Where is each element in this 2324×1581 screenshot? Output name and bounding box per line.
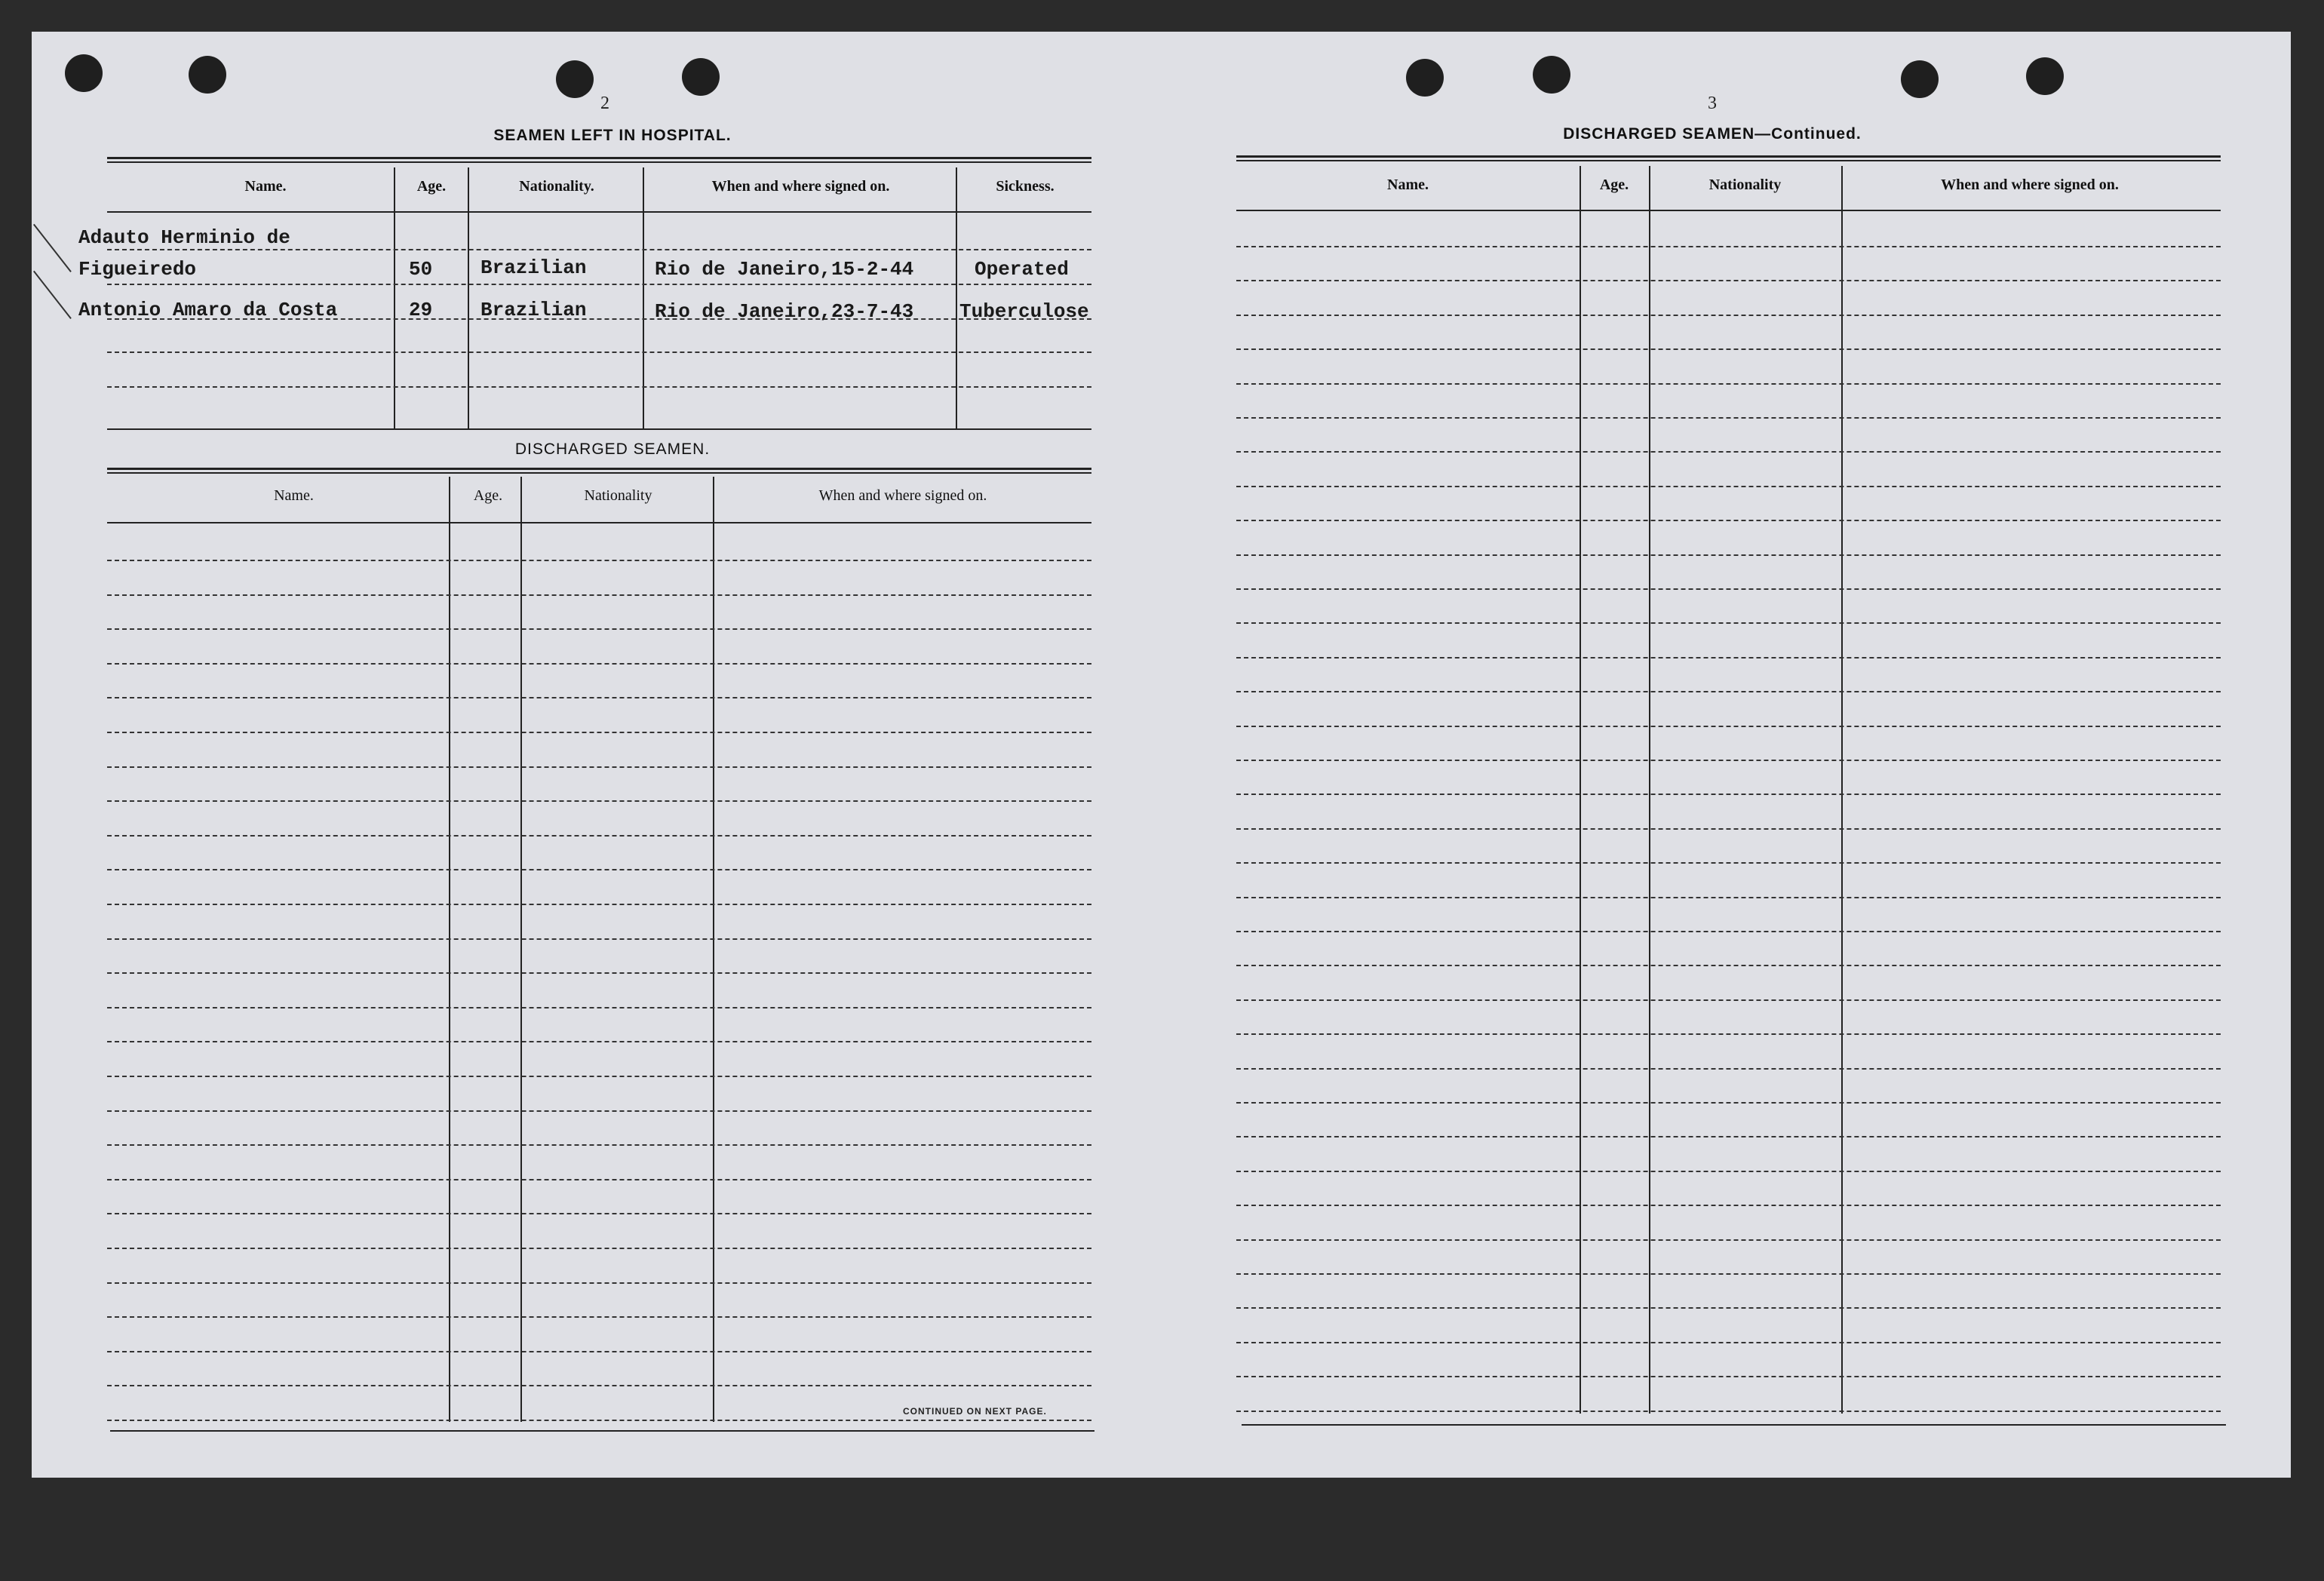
discharged-col-name: Name. (274, 487, 314, 504)
row2-age: 29 (409, 299, 433, 321)
row-rule (1236, 1307, 2221, 1309)
row-rule (1236, 588, 2221, 590)
row-rule (1236, 622, 2221, 624)
row2-name: Antonio Amaro da Costa (78, 299, 338, 321)
row-rule (1236, 451, 2221, 453)
row-rule (1236, 520, 2221, 521)
table-bottom-rule (1242, 1424, 2226, 1426)
double-rule (1236, 155, 2221, 161)
row-rule (1236, 760, 2221, 761)
row-rule (1236, 1239, 2221, 1241)
column-divider (1580, 166, 1581, 1414)
discharged-col-age: Age. (473, 487, 503, 504)
col-header-name: Name. (244, 178, 287, 195)
row-rule (1236, 931, 2221, 932)
row-rule (1236, 965, 2221, 966)
row-rule (1236, 862, 2221, 864)
row-rule (1236, 1136, 2221, 1137)
row-rule (1236, 1102, 2221, 1104)
row-rule (1236, 246, 2221, 247)
row1-sickness: Operated (975, 258, 1069, 281)
row-rule (1236, 1068, 2221, 1070)
right-col-signed-on: When and where signed on. (1941, 177, 2119, 193)
row-rule (1236, 383, 2221, 385)
right-col-age: Age. (1599, 177, 1629, 193)
discharged-continued-title: DISCHARGED SEAMEN—Continued. (1563, 125, 1862, 143)
row-rule (1236, 1376, 2221, 1377)
row2-sickness: Tuberculose (959, 300, 1089, 323)
row-rule (1236, 554, 2221, 556)
row-rule (1236, 657, 2221, 658)
discharged-section-title: DISCHARGED SEAMEN. (514, 441, 711, 458)
row-rule (1236, 1273, 2221, 1275)
row-rule (1236, 726, 2221, 727)
row-rule (1236, 1411, 2221, 1412)
row-rule (1236, 691, 2221, 692)
hospital-section-title: SEAMEN LEFT IN HOSPITAL. (493, 127, 732, 144)
page-number: 2 (600, 94, 609, 113)
row-rule (1236, 828, 2221, 830)
row1-nationality: Brazilian (480, 256, 587, 279)
row-rule (1236, 794, 2221, 795)
row-rule (1236, 348, 2221, 350)
row-rule (1236, 280, 2221, 281)
row1-age: 50 (409, 258, 433, 281)
row-rule (1236, 315, 2221, 316)
col-header-age: Age. (416, 178, 447, 195)
row-rule (1236, 1171, 2221, 1172)
col-header-nationality: Nationality. (519, 178, 594, 195)
right-col-name: Name. (1387, 177, 1429, 193)
header-rule (1236, 210, 2221, 211)
row-rule (1236, 1033, 2221, 1035)
discharged-col-nationality: Nationality (584, 487, 652, 504)
row-rule (1236, 897, 2221, 898)
row-rule (1236, 1342, 2221, 1343)
column-divider (1649, 166, 1650, 1414)
row-rule (1236, 417, 2221, 419)
row1-name-line2: Figueiredo (78, 258, 197, 281)
right-page (32, 32, 2291, 1478)
continued-note: CONTINUED ON NEXT PAGE. (903, 1406, 1047, 1417)
row2-nationality: Brazilian (480, 299, 587, 321)
scanned-ledger-spread (32, 32, 2291, 1478)
col-header-signed-on: When and where signed on. (711, 178, 890, 195)
page-number: 3 (1708, 94, 1717, 113)
row-rule (1236, 486, 2221, 487)
row1-signed-on: Rio de Janeiro,15-2-44 (655, 258, 914, 281)
col-header-sickness: Sickness. (996, 178, 1055, 195)
row-rule (1236, 1205, 2221, 1206)
row1-name-line1: Adauto Herminio de (78, 226, 290, 249)
row-rule (1236, 999, 2221, 1001)
column-divider (1841, 166, 1843, 1414)
discharged-col-signed-on: When and where signed on. (818, 487, 987, 504)
row2-signed-on: Rio de Janeiro,23-7-43 (655, 300, 914, 323)
right-col-nationality: Nationality (1708, 177, 1782, 193)
